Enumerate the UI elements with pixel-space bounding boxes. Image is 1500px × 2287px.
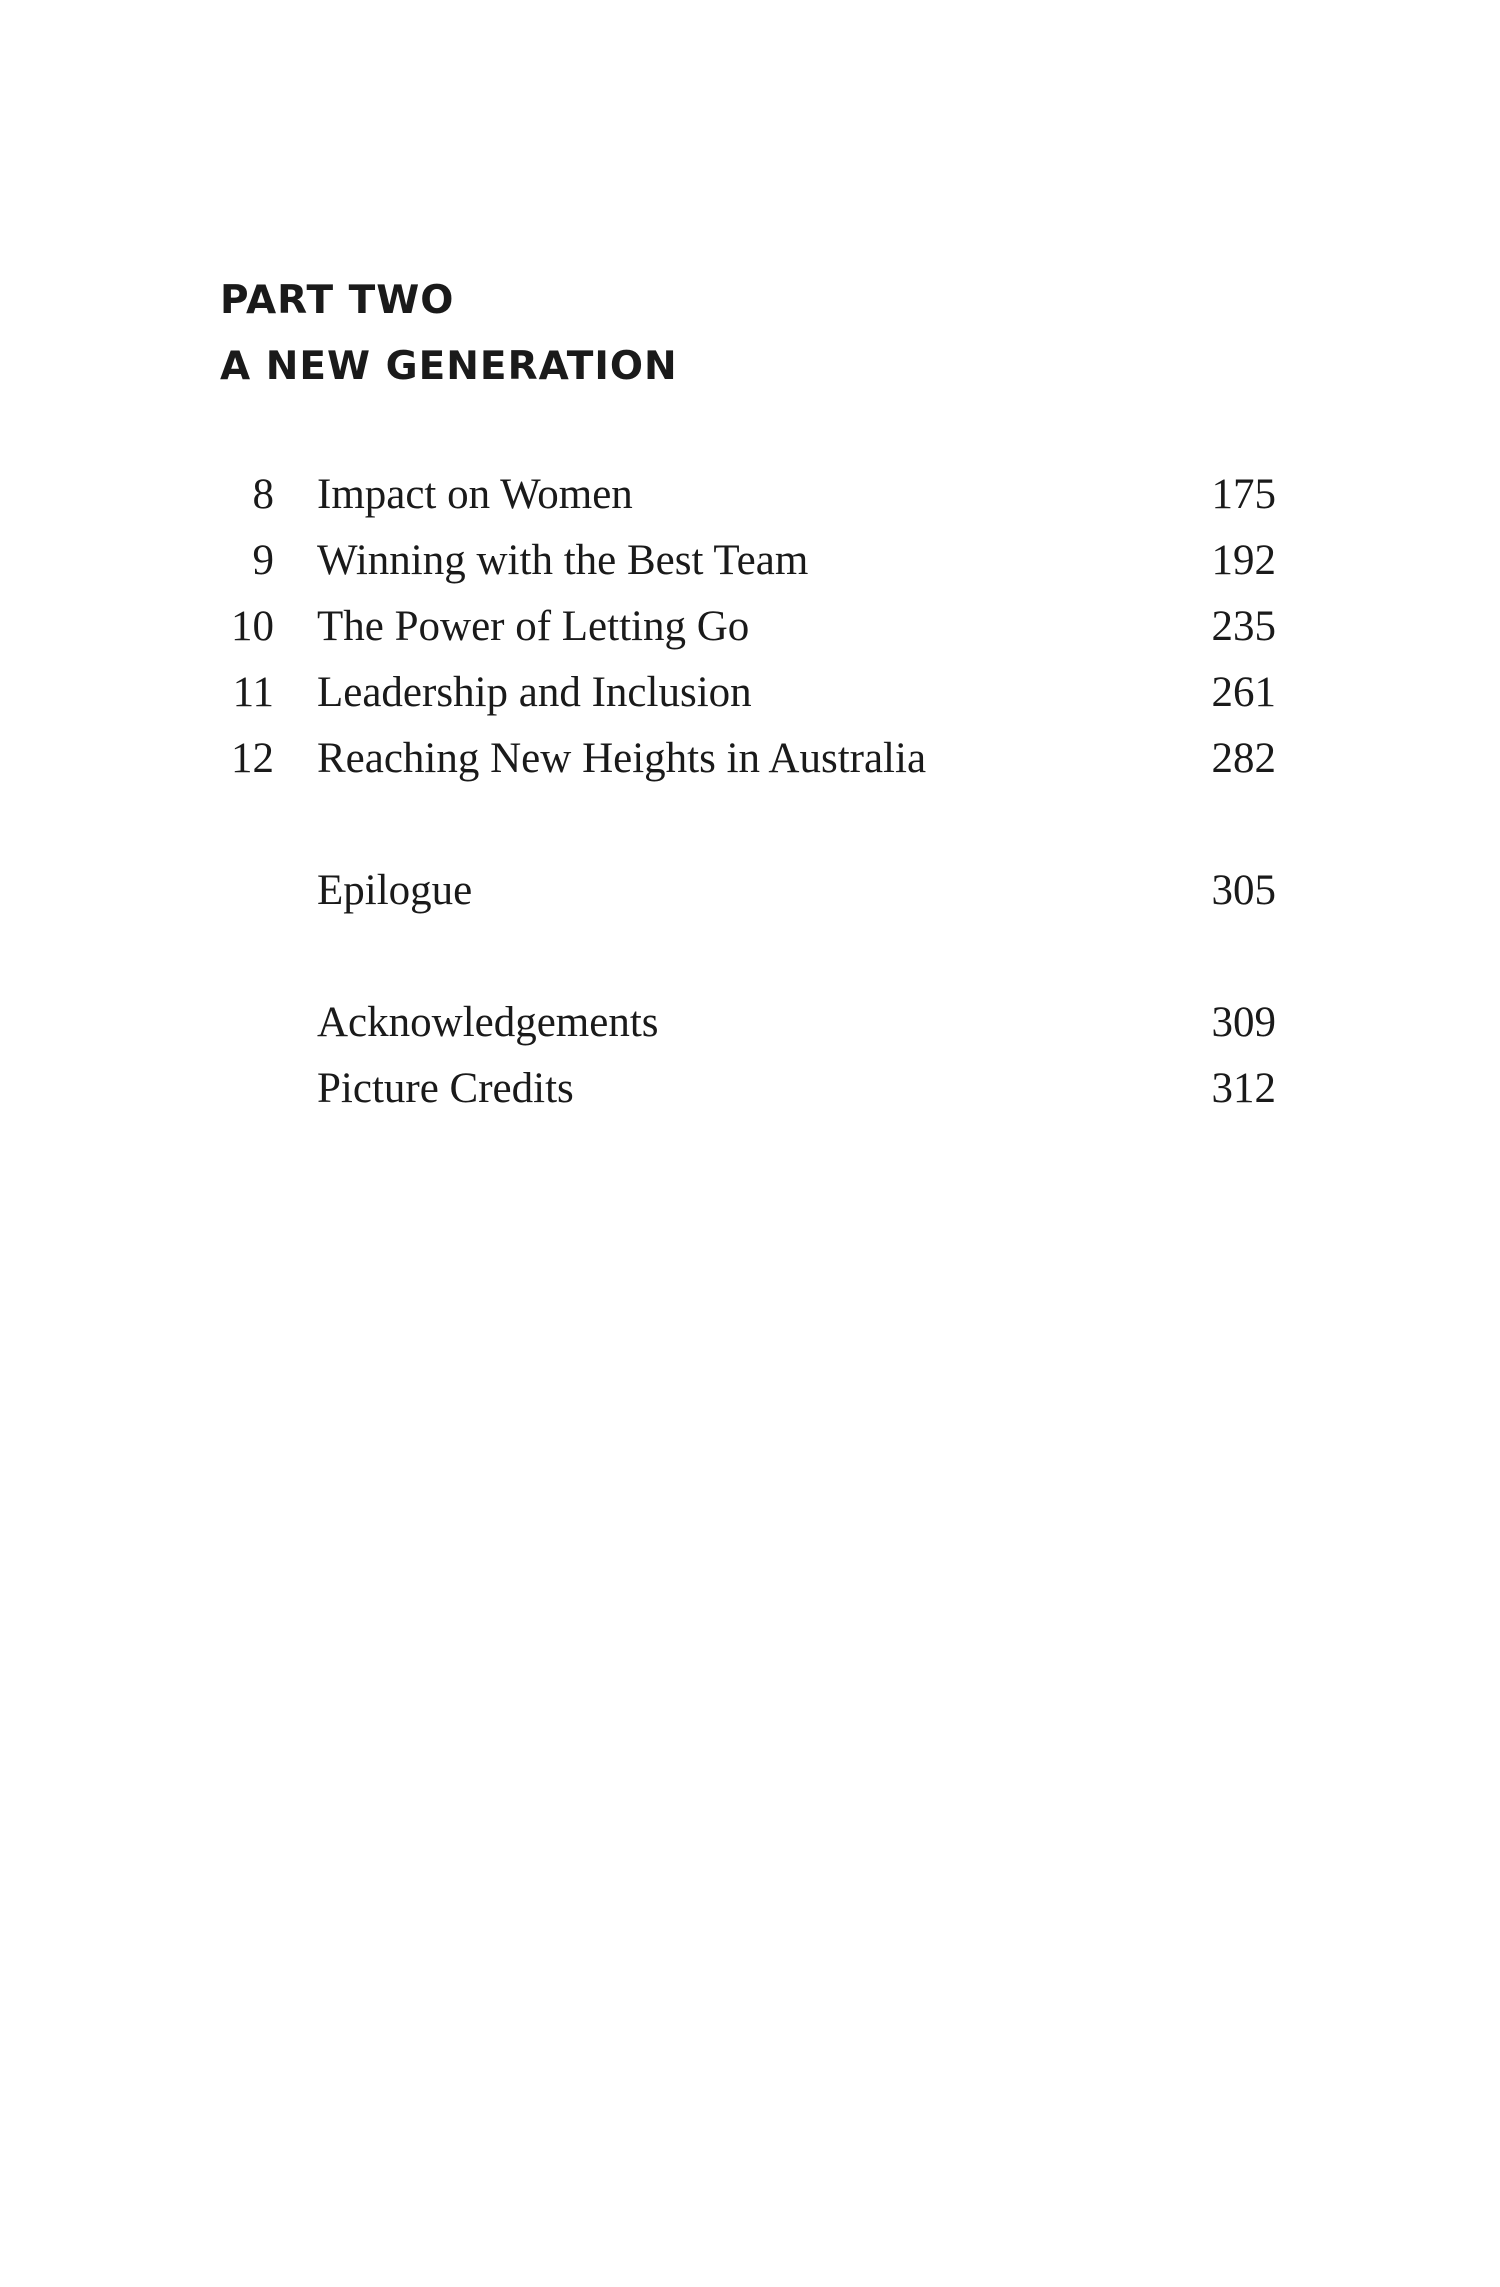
toc-entry <box>0 528 1500 594</box>
part-heading <box>220 268 678 400</box>
page-number: 309 <box>1211 999 1276 1046</box>
chapter-title: Impact on Women <box>317 471 633 518</box>
part-title: A NEW GENERATION <box>220 344 678 389</box>
chapter-number: 12 <box>231 735 274 782</box>
chapter-title: The Power of Letting Go <box>317 603 750 650</box>
toc-entry-epilogue <box>0 858 1500 924</box>
entry-title: Epilogue <box>317 867 473 914</box>
toc-entry <box>0 462 1500 528</box>
entry-title: Picture Credits <box>317 1065 574 1112</box>
chapter-number: 10 <box>231 603 274 650</box>
page-number: 175 <box>1211 471 1276 518</box>
page-number: 282 <box>1211 735 1276 782</box>
table-of-contents <box>0 462 1500 1122</box>
toc-entry <box>0 594 1500 660</box>
page-number: 235 <box>1211 603 1276 650</box>
page-number: 312 <box>1211 1065 1276 1112</box>
page-number: 305 <box>1211 867 1276 914</box>
page-number: 261 <box>1211 669 1276 716</box>
toc-entry-acknowledgements <box>0 990 1500 1056</box>
page-number: 192 <box>1211 537 1276 584</box>
chapter-title: Reaching New Heights in Australia <box>317 735 927 782</box>
entry-title: Acknowledgements <box>317 999 659 1046</box>
section-gap <box>0 792 1500 858</box>
chapter-number: 8 <box>252 471 274 518</box>
section-gap <box>0 924 1500 990</box>
toc-entry-picture-credits <box>0 1056 1500 1122</box>
toc-entry <box>0 726 1500 792</box>
chapter-number: 11 <box>232 669 274 716</box>
chapter-title: Winning with the Best Team <box>317 537 809 584</box>
chapter-title: Leadership and Inclusion <box>317 669 752 716</box>
part-label: PART TWO <box>220 278 455 323</box>
chapter-number: 9 <box>252 537 274 584</box>
toc-entry <box>0 660 1500 726</box>
